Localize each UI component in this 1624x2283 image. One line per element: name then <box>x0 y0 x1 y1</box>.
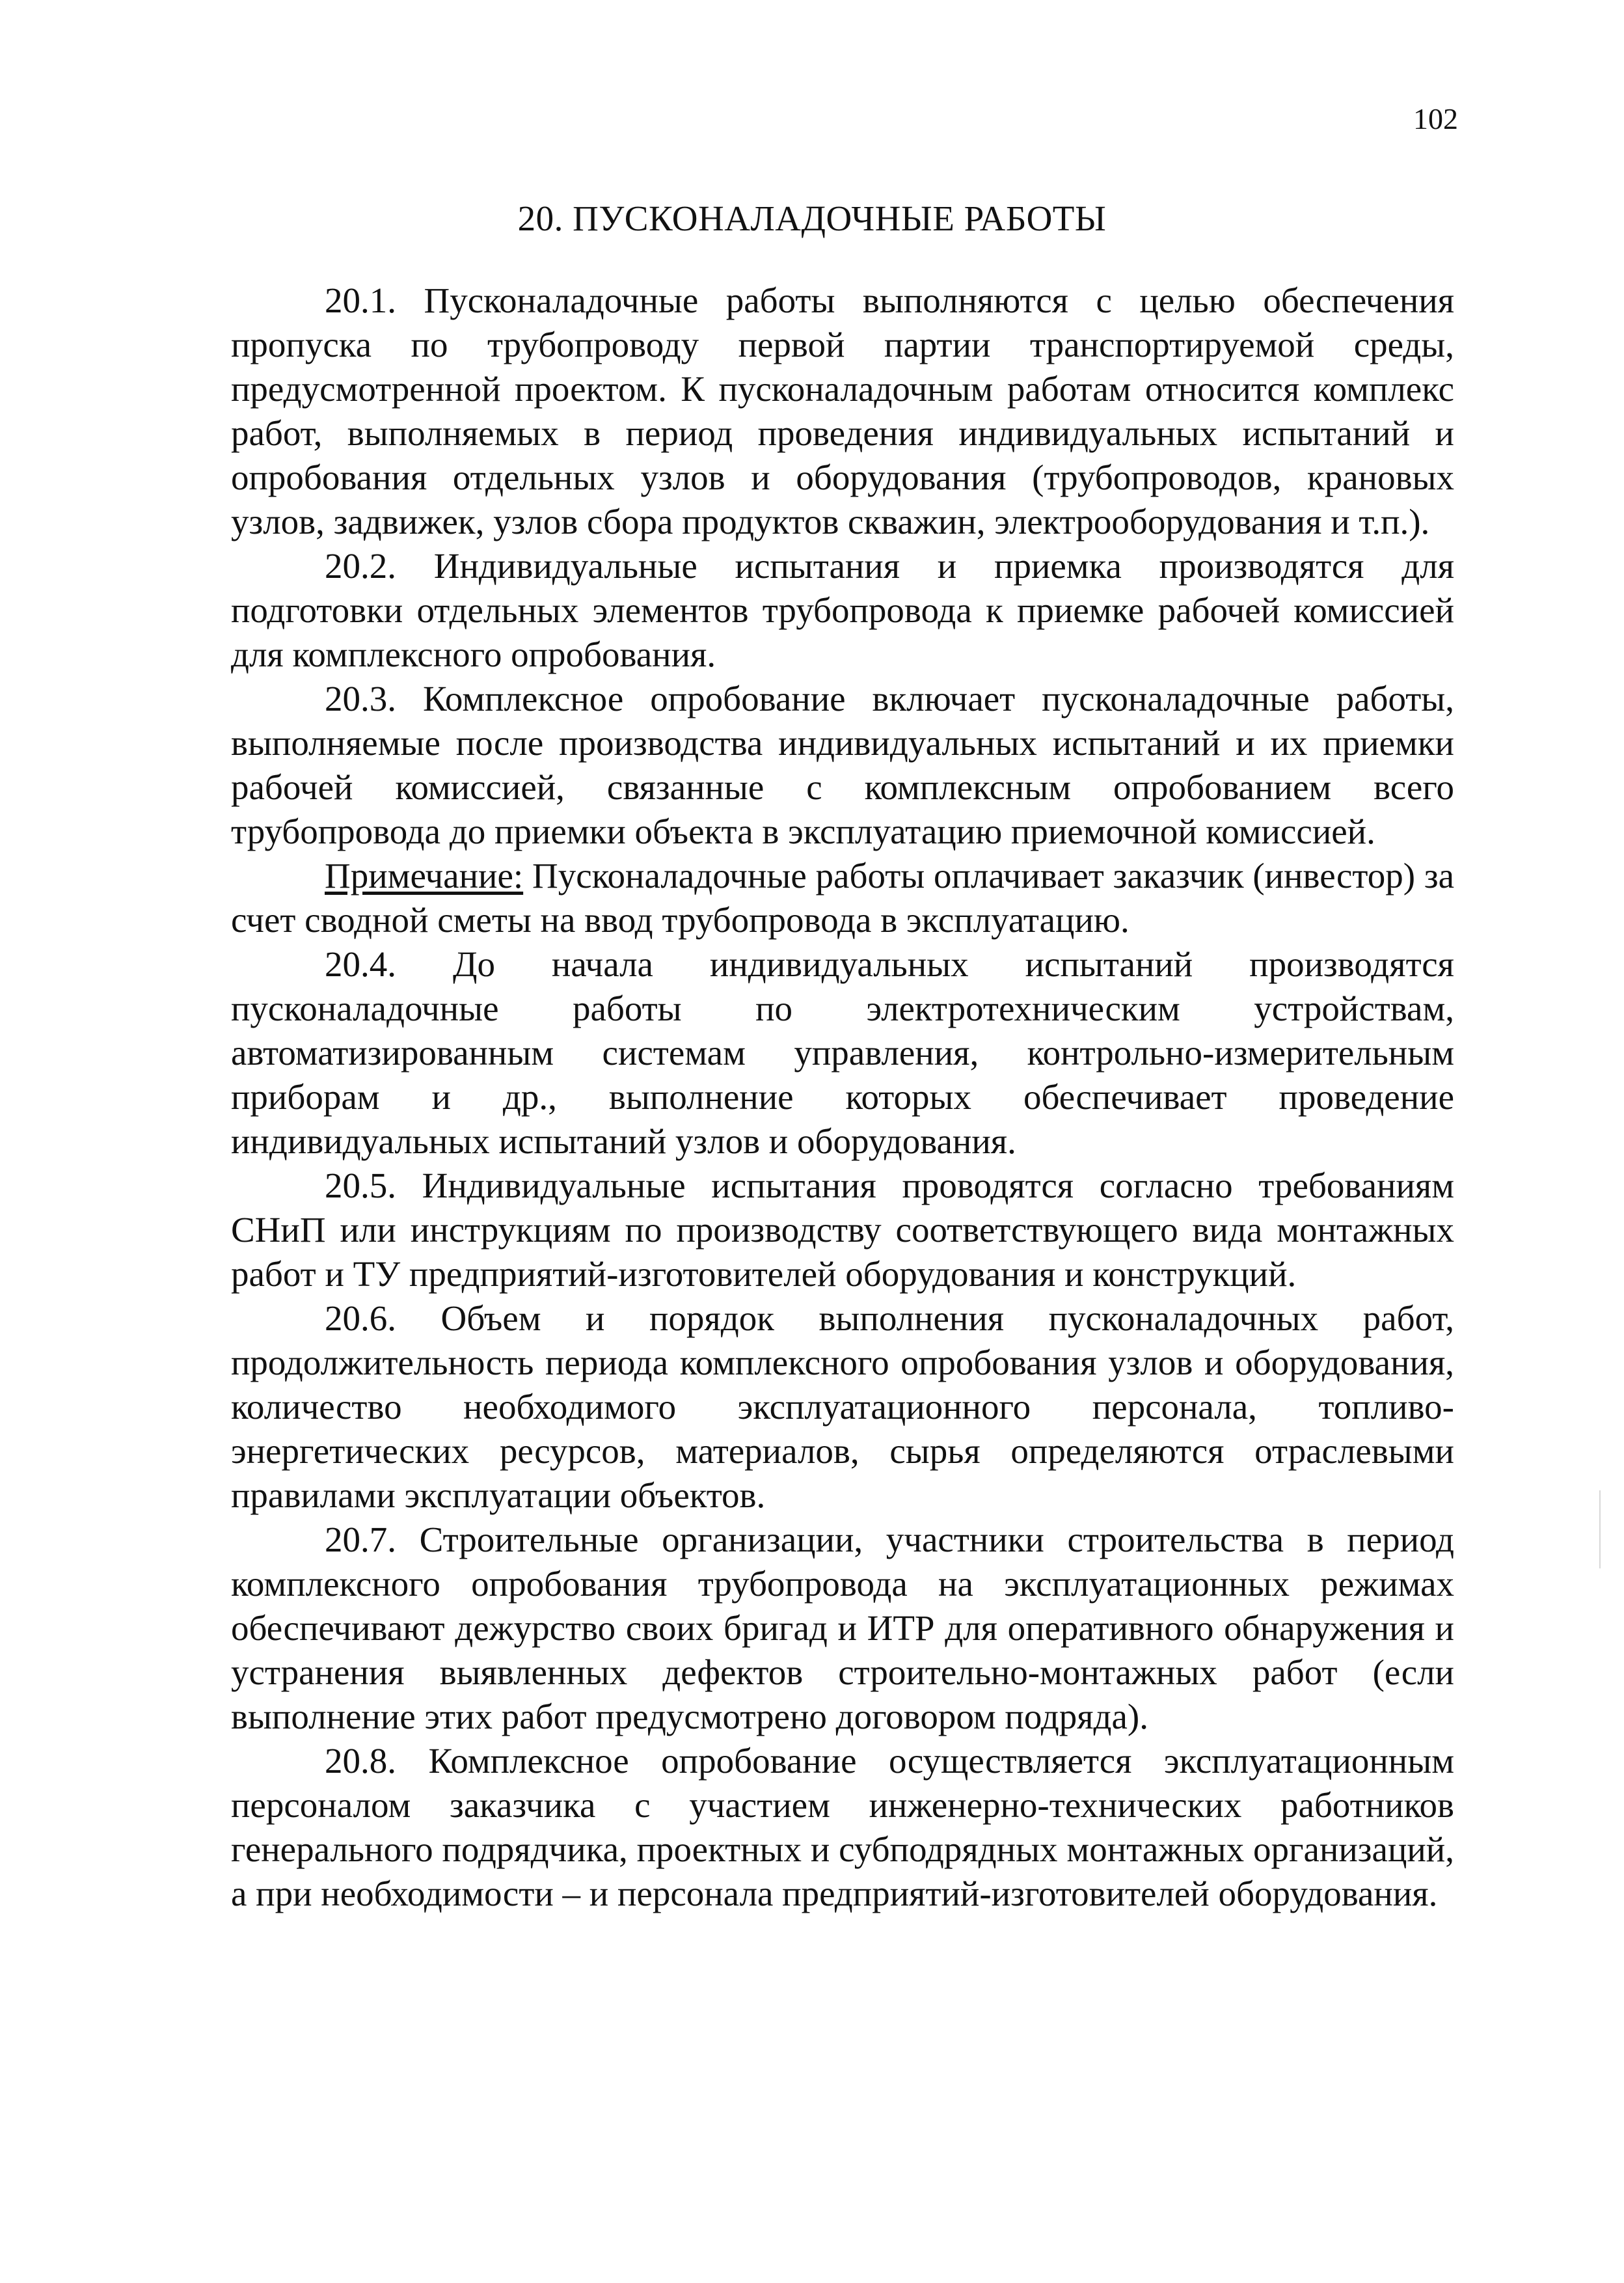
page-number: 102 <box>1413 102 1458 135</box>
paragraph-20-7: 20.7. Строительные организации, участники строительства в период комплексного опробования трубопровода на эксплуатационных режимах обеспечивают дежурство своих бригад и ИТР для оперативного обнаружения и устранения выявленных дефектов строительно-монтажных работ (если выполнение этих работ предусмотрено договором подряда). <box>231 1520 1454 1736</box>
paragraph-20-1: 20.1. Пусконаладочные работы выполняются с целью обеспечения пропуска по трубопроводу первой партии транспортируемой среды, предусмотренной проектом. К пусконаладочным работам относится комплекс работ, выполняемых в период проведения индивидуальных испытаний и опробования отдельных узлов и оборудования (трубопроводов, крановых узлов, задвижек, узлов сбора продуктов скважин, электрооборудования и т.п.). <box>231 280 1454 541</box>
note-label: Примечание: <box>325 856 524 895</box>
paragraph-20-2: 20.2. Индивидуальные испытания и приемка производятся для подготовки отдельных элементов трубопровода к приемке рабочей комиссией для комплексного опробования. <box>231 546 1454 674</box>
scan-artifact-line <box>1599 1490 1601 1568</box>
note-paragraph <box>231 854 1454 942</box>
document-body <box>231 279 1454 1916</box>
paragraph-20-6: 20.6. Объем и порядок выполнения пусконаладочных работ, продолжительность периода комплексного опробования узлов и оборудования, количество необходимого эксплуатационного персонала, топливо-энергетических ресурсов, материалов, сырья определяются отраслевыми правилами эксплуатации объектов. <box>231 1298 1454 1515</box>
note-text: Пусконаладочные работы оплачивает заказчик (инвестор) за счет сводной сметы на ввод трубопровода в эксплуатацию. <box>231 856 1454 940</box>
section-heading: 20. ПУСКОНАЛАДОЧНЫЕ РАБОТЫ <box>517 198 1107 238</box>
paragraph-20-8: 20.8. Комплексное опробование осуществляется эксплуатационным персоналом заказчика с участием инженерно-технических работников генерального подрядчика, проектных и субподрядных монтажных организаций, а при необходимости – и персонала предприятий-изготовителей оборудования. <box>231 1741 1454 1913</box>
paragraph-20-4: 20.4. До начала индивидуальных испытаний производятся пусконаладочные работы по электротехническим устройствам, автоматизированным системам управления, контрольно-измерительным приборам и др., выполнение которых обеспечивает проведение индивидуальных испытаний узлов и оборудования. <box>231 944 1454 1161</box>
paragraph-20-3: 20.3. Комплексное опробование включает пусконаладочные работы, выполняемые после производства индивидуальных испытаний и их приемки рабочей комиссией, связанные с комплексным опробованием всего трубопровода до приемки объекта в эксплуатацию приемочной комиссией. <box>231 679 1454 851</box>
paragraph-20-5: 20.5. Индивидуальные испытания проводятся согласно требованиям СНиП или инструкциям по производству соответствующего вида монтажных работ и ТУ предприятий-изготовителей оборудования и конструкций. <box>231 1166 1454 1294</box>
